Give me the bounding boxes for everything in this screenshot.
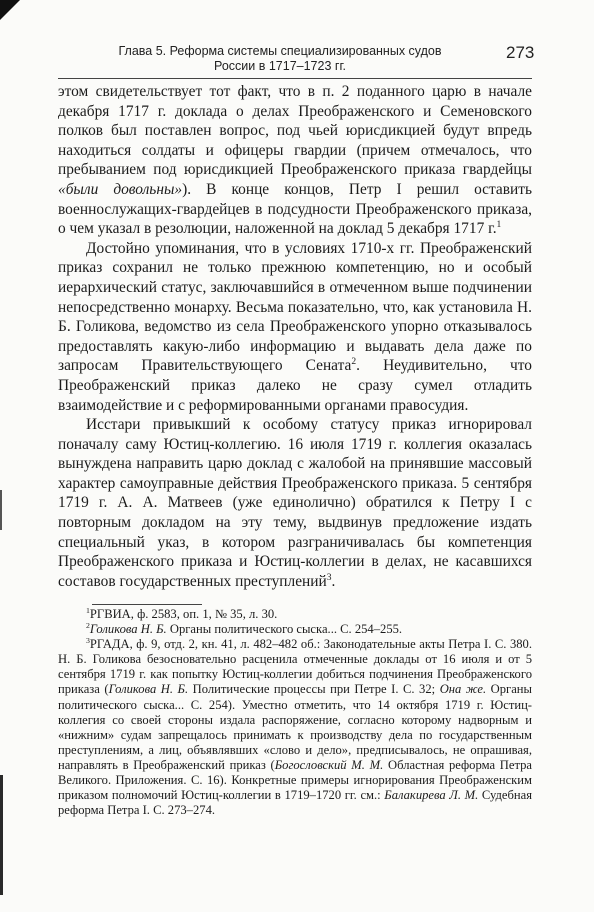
author-name: Голикова Н. Б. [108, 682, 189, 697]
scan-edge-shadow [0, 775, 3, 895]
author-name: Голикова Н. Б. [89, 622, 167, 637]
paragraph-text: Исстари привыкший к особому статусу приказ игнорировал поначалу саму Юстиц-коллегию. 16 июля 1719 г. коллегия оказалась вынуждена направить царю доклад с жалобой на принявшие массовый характер самоуправные действия Преображенского приказа. 5 сентября 1719 г. А. А. Матвеев (уже единолично) обратился к Петру I с повторным докладом на эту тему, выдвинув предложение издать специальный указ, в котором разграничивалась бы компетенция Преображенского приказа и Юстиц-коллегии в делах, не касавшихся составов государственных преступлений [58, 416, 532, 590]
footnote-ref: 2 [351, 356, 357, 368]
footnote [58, 622, 532, 637]
paragraph [58, 82, 532, 239]
main-text [58, 82, 532, 591]
footnote-number: 2 [86, 620, 90, 630]
paragraph-text: ). В конце концов, Петр I решил оставить военнослужащих-гвардейцев в подсудности Преображенского приказа, о чем указал в резолюции, наложенной на доклад 5 декабря 1717 г. [58, 180, 532, 238]
footnote-text: РГАДА, ф. 9, отд. 2, кн. 41, л. 482–482 об.: Законодательные акты Петра I. С. 380. Н. Б. Голикова безосновательно расценила отмеченные доклады от 16 июля и от 5 сентября 1719 г. как попытку Юстиц-коллегии добиться подчинения Преображенского приказа ( [58, 637, 532, 697]
italic-quote: «были довольны» [58, 180, 183, 198]
footnote-separator [92, 604, 202, 605]
header-chapter-line: Глава 5. Реформа системы специализированных судов [118, 44, 442, 58]
page-number: 273 [506, 43, 535, 62]
footnote [58, 607, 532, 622]
footnote-text: Судебная реформа Петра I. С. 273–274. [58, 788, 532, 818]
paragraph-text: Достойно упоминания, что в условиях 1710-х гг. Преображенский приказ сохранил не только прежнюю компетенцию, но и особый иерархический статус, заключавшийся в отмеченном выше подчинении непосредственно монарху. Весьма показательно, что, как установила Н. Б. Голикова, ведомство из села Преображенского упорно отказывалось предоставлять какую-либо информацию и выдавать дела даже по запросам Правительствующего Сената [58, 239, 532, 375]
author-name: Она же. [439, 682, 487, 697]
footnote-ref: 1 [496, 219, 502, 231]
footnote-text: Областная реформа Петра Великого. Приложения. С. 16). Конкретные примеры игнорирования Преображенским приказом полномочий Юстиц-коллегии в 1719–1720 гг. см.: [58, 757, 532, 803]
header-subtitle-line: России в 1717–1723 гг. [214, 59, 346, 73]
footnote-text: Органы политического сыска... С. 254). Уместно отметить, что 14 октября 1719 г. Юстиц-коллегия со своей стороны издала распоряжение, согласно которому надворным и «нижним» судам запрещалось принимать к производству дела по государственным преступлениям, а лиц, объявлявших «слово и дело», предписывалось, не опрашивая, направлять в Преображенский приказ ( [58, 682, 533, 772]
footnote-number: 3 [86, 636, 90, 645]
scan-edge-shadow [0, 490, 2, 530]
footnote-text: Политические процессы при Петре I. С. 32; [188, 682, 440, 697]
running-header [80, 44, 480, 74]
footnote-ref: 3 [326, 571, 332, 583]
paragraph-text: . [331, 572, 336, 590]
author-name: Богословский М. М. [274, 757, 384, 772]
paragraph-text: этом свидетельствует тот факт, что в п. 2 поданного царю в начале декабря 1717 г. доклада о делах Преображенского и Семеновского полков был поставлен вопрос, под чьей юрисдикцией будут впредь находиться солдаты и офицеры гвардии (причем отмечалось, что пребыванием под юрисдикцией Преображенского приказа гвардейцы [58, 83, 532, 179]
footnote [58, 637, 532, 818]
scan-corner-mark [0, 0, 20, 20]
footnote-text: Органы политического сыска... С. 254–255. [166, 622, 403, 637]
footnotes [58, 607, 532, 818]
author-name: Балакирева Л. М. [384, 788, 479, 803]
footnote-text: РГВИА, ф. 2583, оп. 1, № 35, л. 30. [89, 607, 278, 621]
paragraph [58, 415, 532, 591]
header-rule [58, 78, 532, 79]
footnote-number: 1 [86, 605, 90, 615]
paragraph [58, 239, 532, 415]
paragraph-text: . Неудивительно, что Преображенский приказ далеко не сразу сумел отладить взаимодействие и с реформированными органами правосудия. [58, 357, 532, 414]
